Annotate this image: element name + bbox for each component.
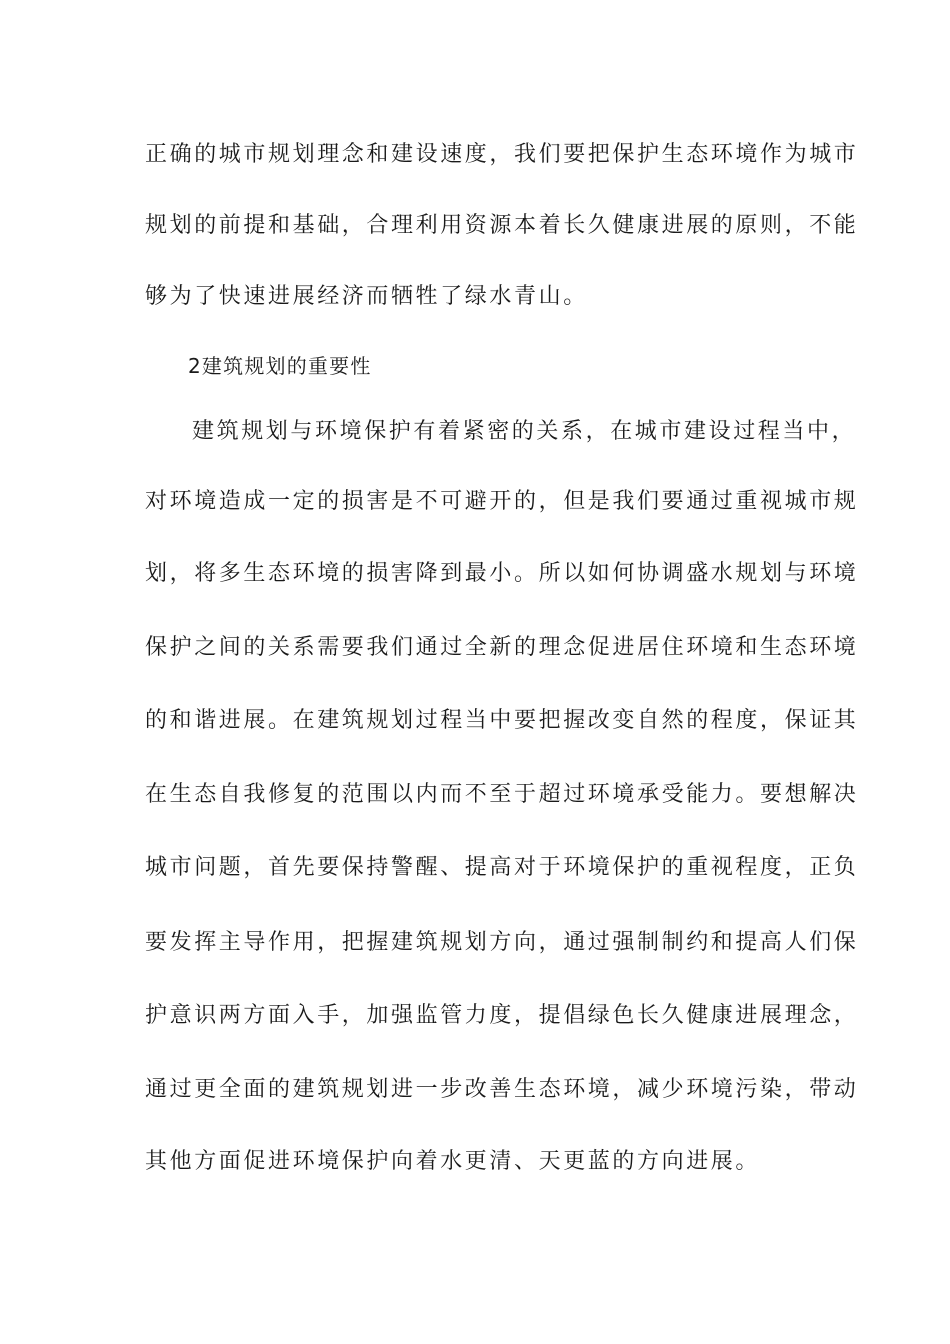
paragraph-line: 规划的前提和基础，合理利用资源本着长久健康进展的原则，不能 <box>145 213 859 238</box>
paragraph-line: 对环境造成一定的损害是不可避开的，但是我们要通过重视城市规 <box>145 489 859 514</box>
paragraph-line: 在生态自我修复的范围以内而不至于超过环境承受能力。要想解决 <box>145 782 859 807</box>
paragraph-line: 城市问题，首先要保持警醒、提高对于环境保护的重视程度，正负 <box>145 855 859 880</box>
paragraph-line: 通过更全面的建筑规划进一步改善生态环境，减少环境污染，带动 <box>145 1077 859 1102</box>
paragraph-line: 保护之间的关系需要我们通过全新的理念促进居住环境和生态环境 <box>145 635 859 660</box>
paragraph-line: 划，将多生态环境的损害降到最小。所以如何协调盛水规划与环境 <box>145 561 859 586</box>
paragraph-line: 正确的城市规划理念和建设速度，我们要把保护生态环境作为城市 <box>145 142 859 167</box>
paragraph-line: 其他方面促进环境保护向着水更清、天更蓝的方向进展。 <box>145 1149 761 1174</box>
paragraph-line: 够为了快速进展经济而牺牲了绿水青山。 <box>145 284 588 309</box>
paragraph-line: 要发挥主导作用，把握建筑规划方向，通过强制制约和提高人们保 <box>145 930 859 955</box>
paragraph-line: 护意识两方面入手，加强监管力度，提倡绿色长久健康进展理念， <box>145 1003 859 1028</box>
paragraph-line: 的和谐进展。在建筑规划过程当中要把握改变自然的程度，保证其 <box>145 708 859 733</box>
paragraph-line: 建筑规划与环境保护有着紧密的关系，在城市建设过程当中， <box>192 419 857 444</box>
section-heading: 2建筑规划的重要性 <box>188 354 372 378</box>
